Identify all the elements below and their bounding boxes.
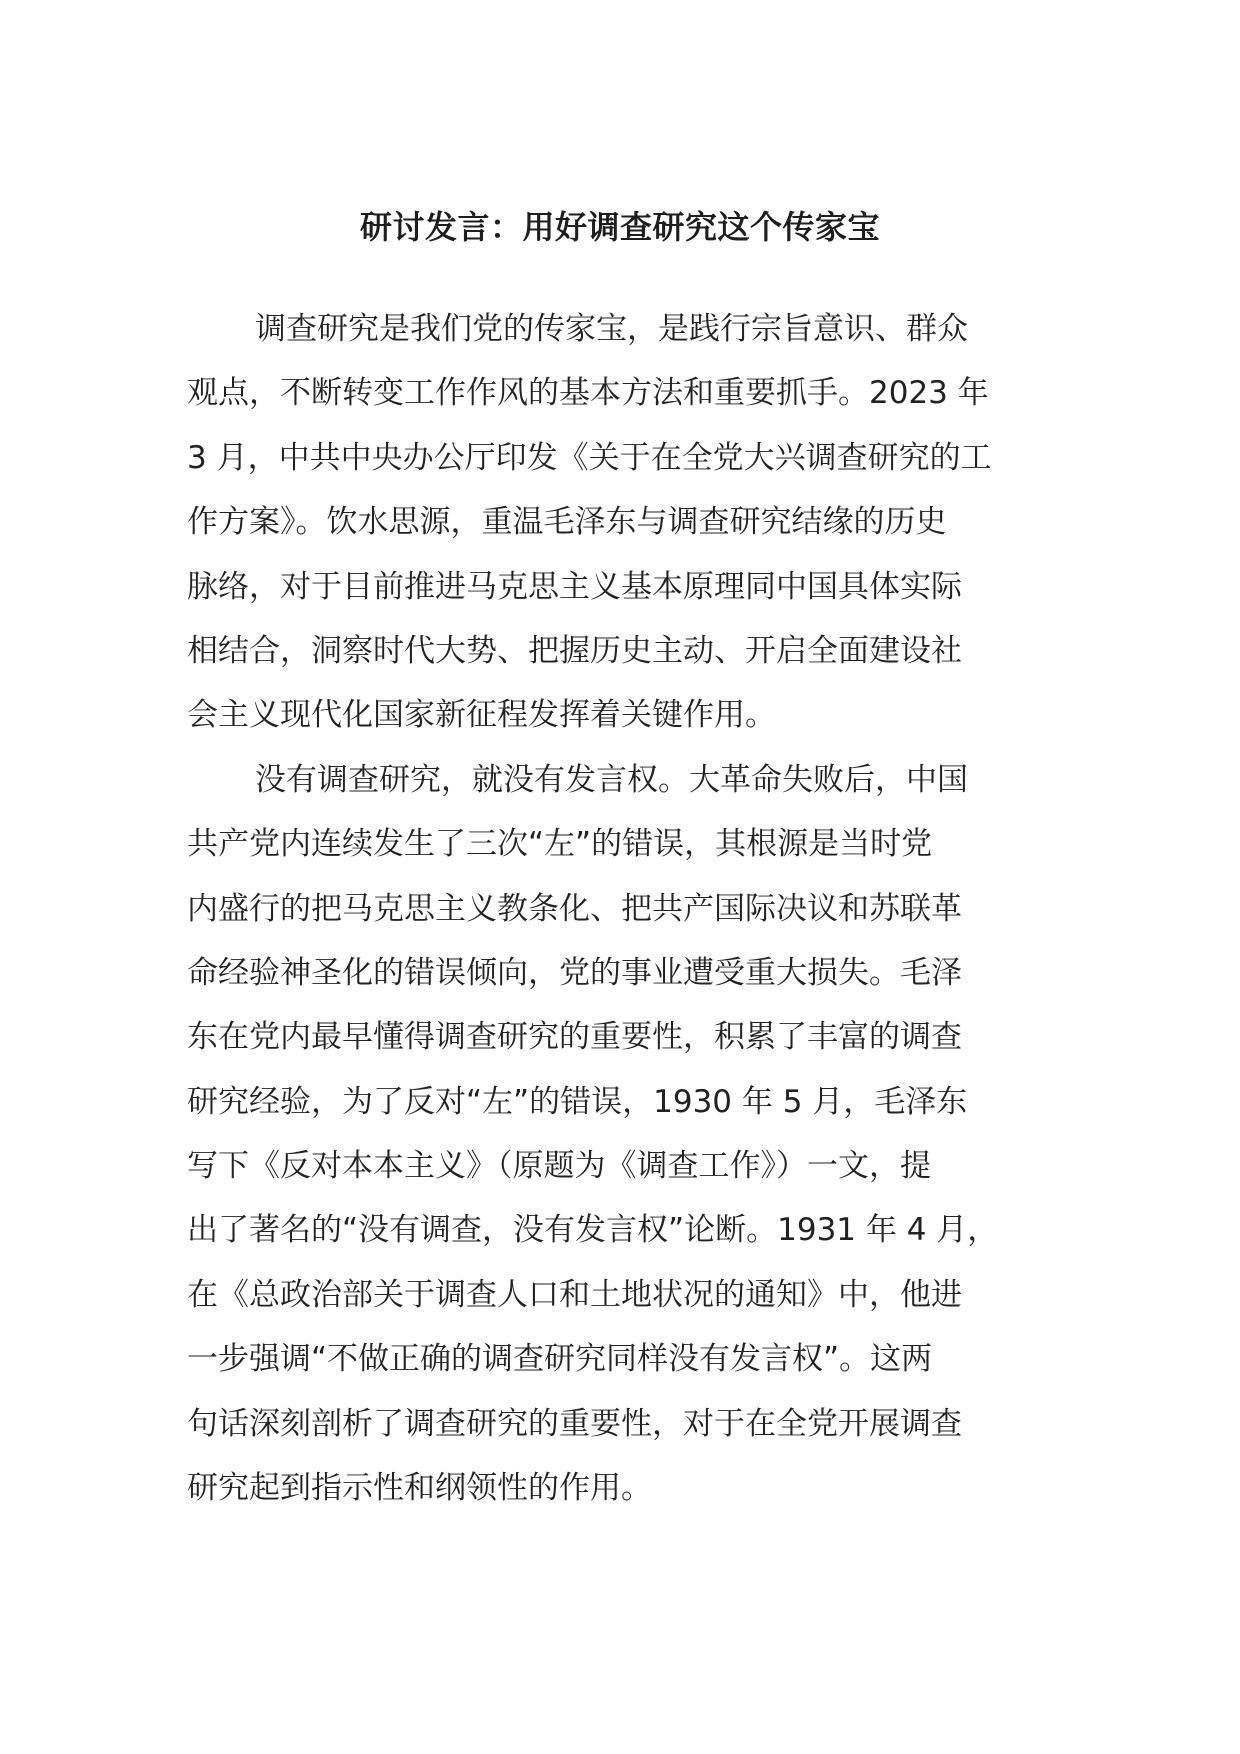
paragraph-1 bbox=[187, 297, 1067, 748]
text-line: 写下《反对本本主义》（原题为《调查工作》）一文，提 bbox=[187, 1148, 931, 1185]
text-line: 内盛行的把马克思主义教条化、把共产国际决议和苏联革 bbox=[187, 890, 962, 927]
text-line: 在《总政治部关于调查人口和土地状况的通知》中，他进 bbox=[187, 1276, 962, 1313]
text-line: 研究起到指示性和纲领性的作用。 bbox=[187, 1470, 652, 1507]
text-line: 出了著名的“没有调查，没有发言权”论断。1931 年 4 月， bbox=[187, 1212, 999, 1249]
text-line: 一步强调“不做正确的调查研究同样没有发言权”。这两 bbox=[187, 1341, 933, 1378]
text-line: 作方案》。饮水思源，重温毛泽东与调查研究结缘的历史 bbox=[187, 504, 947, 541]
text-line: 共产党内连续发生了三次“左”的错误，其根源是当时党 bbox=[187, 826, 933, 863]
text-line: 没有调查研究，就没有发言权。大革命失败后，中国 bbox=[255, 761, 968, 798]
text-line: 观点，不断转变工作作风的基本方法和重要抓手。2023 年 bbox=[187, 375, 989, 412]
text-line: 句话深刻剖析了调查研究的重要性，对于在全党开展调查 bbox=[187, 1405, 962, 1442]
text-line: 东在党内最早懂得调查研究的重要性，积累了丰富的调查 bbox=[187, 1019, 962, 1056]
paragraph-2 bbox=[187, 748, 1067, 1521]
text-line: 脉络，对于目前推进马克思主义基本原理同中国具体实际 bbox=[187, 568, 962, 605]
text-line: 会主义现代化国家新征程发挥着关键作用。 bbox=[187, 697, 776, 734]
document-title: 研讨发言：用好调查研究这个传家宝 bbox=[359, 208, 880, 246]
text-line: 命经验神圣化的错误倾向，党的事业遭受重大损失。毛泽 bbox=[187, 954, 962, 991]
document-body bbox=[187, 297, 1067, 1520]
text-line: 调查研究是我们党的传家宝，是践行宗旨意识、群众 bbox=[255, 311, 968, 347]
text-line: 研究经验，为了反对“左”的错误，1930 年 5 月，毛泽东 bbox=[187, 1083, 968, 1120]
text-line: 相结合，洞察时代大势、把握历史主动、开启全面建设社 bbox=[187, 632, 962, 669]
text-line: 3 月，中共中央办公厅印发《关于在全党大兴调查研究的工 bbox=[187, 439, 992, 476]
